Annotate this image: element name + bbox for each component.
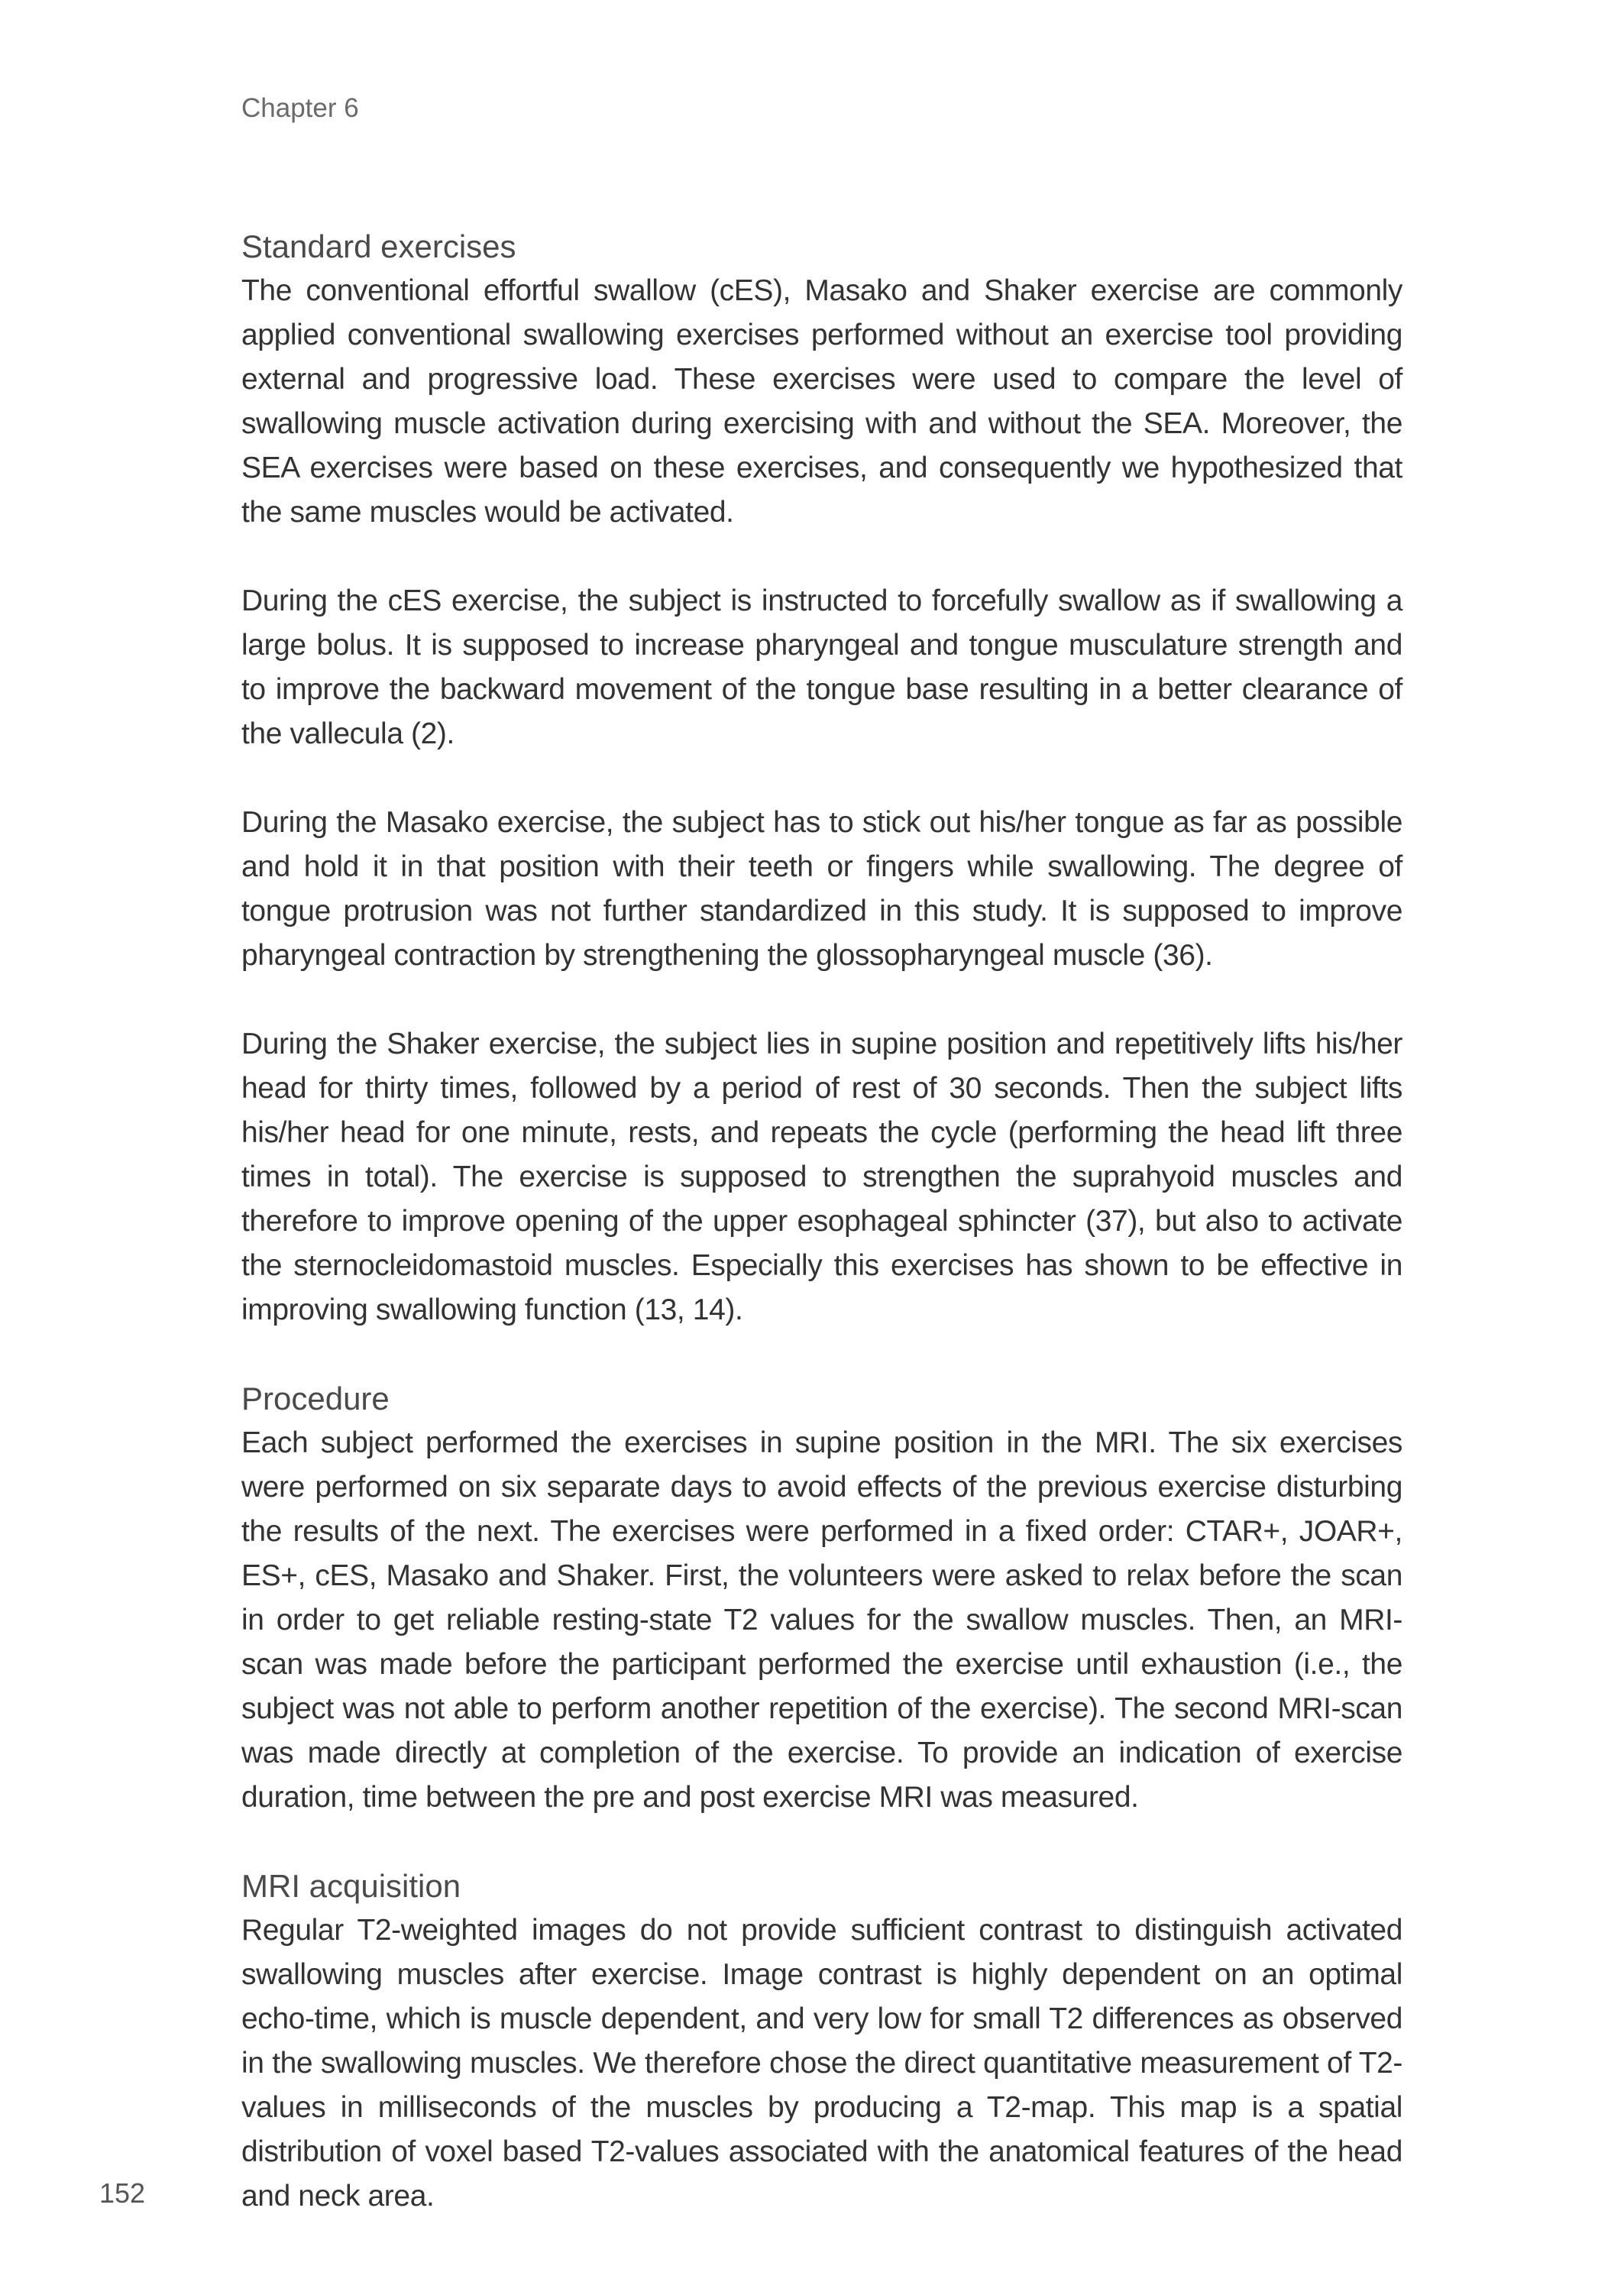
section-heading: MRI acquisition bbox=[241, 1868, 461, 1904]
section-heading: Standard exercises bbox=[241, 228, 516, 264]
paragraph: Each subject performed the exercises in supine position in the MRI. The six exercises were performed on six separate days to avoid effects of the previous exercise disturbing the results of the next. The exercises were performed in a fixed order: CTAR+, JOAR+, ES+, cES, Masako and Shaker. First, the volunteers were asked to relax before the scan in order to get reliable resting-state T2 values for the swallow muscles. Then, an MRI-scan was made before the participant performed the exercise until exhaustion (i.e., the subject was not able to perform another repetition of the exercise). The second MRI-scan was made directly at completion of the exercise. To provide an indication of exercise duration, time between the pre and post exercise MRI was measured. bbox=[241, 1426, 1402, 1814]
paragraph: Regular T2-weighted images do not provide sufficient contrast to distinguish activated swallowing muscles after exercise. Image contrast is highly dependent on an optimal echo-time, which is muscle dependent, and very low for small T2 differences as observed in the swallowing muscles. We therefore chose the direct quantitative measurement of T2-values in milliseconds of the muscles by producing a T2-map. This map is a spatial distribution of voxel based T2-values associated with the anatomical features of the head and neck area. bbox=[241, 1914, 1402, 2213]
paragraph: During the Shaker exercise, the subject lies in supine position and repetitively lifts his/her head for thirty times, followed by a period of rest of 30 seconds. Then the subject lifts his/her head for one minute, rests, and repeats the cycle (performing the head lift three times in total). The exercise is supposed to strengthen the suprahyoid muscles and therefore to improve opening of the upper esophageal sphincter (37), but also to activate the sternocleidomastoid muscles. Especially this exercises has shown to be effective in improving swallowing function (13, 14). bbox=[241, 1028, 1402, 1326]
running-header: Chapter 6 bbox=[241, 93, 359, 123]
section-standard-exercises bbox=[241, 225, 1402, 1332]
page-number: 152 bbox=[99, 2177, 146, 2209]
page-body bbox=[241, 225, 1402, 2219]
section-heading: Procedure bbox=[241, 1381, 390, 1416]
paragraph: During the cES exercise, the subject is instructed to forcefully swallow as if swallowing a large bolus. It is supposed to increase pharyngeal and tongue musculature strength and to improve the backward movement of the tongue base resulting in a better clearance of the vallecula (2). bbox=[241, 584, 1402, 750]
paragraph: The conventional effortful swallow (cES), Masako and Shaker exercise are commonly applied conventional swallowing exercises performed without an exercise tool providing external and progressive load. These exercises were used to compare the level of swallowing muscle activation during exercising with and without the SEA. Moreover, the SEA exercises were based on these exercises, and consequently we hypothesized that the same muscles would be activated. bbox=[241, 274, 1402, 529]
section-procedure bbox=[241, 1377, 1402, 1820]
paragraph: During the Masako exercise, the subject has to stick out his/her tongue as far as possible and hold it in that position with their teeth or fingers while swallowing. The degree of tongue protrusion was not further standardized in this study. It is supposed to improve pharyngeal contraction by strengthening the glossopharyngeal muscle (36). bbox=[241, 806, 1402, 972]
section-mri-acquisition bbox=[241, 1864, 1402, 2219]
